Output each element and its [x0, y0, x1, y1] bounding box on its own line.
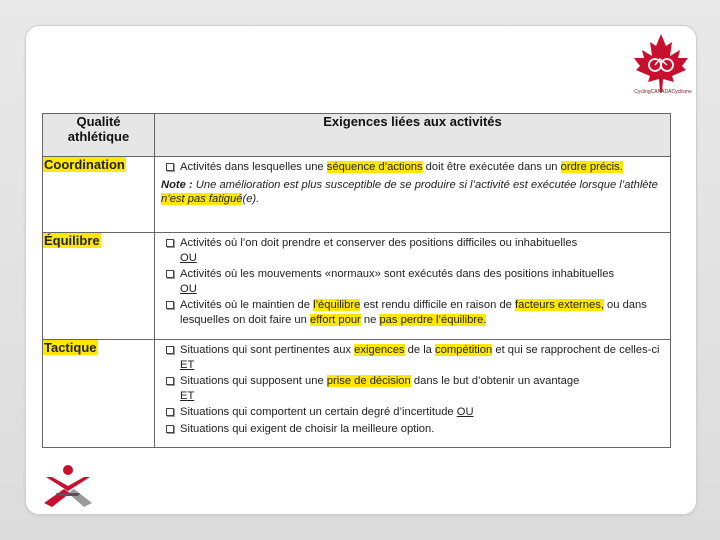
text-run: et qui se rapprochent de celles-ci	[492, 344, 660, 356]
highlighted-text: exigences	[354, 344, 405, 356]
text-run: dans le but d’obtenir un avantage	[410, 375, 580, 387]
connector-label: OU	[456, 406, 474, 418]
table-row	[43, 233, 671, 340]
text-run: ou dans lesquelles on doit faire un	[180, 299, 647, 326]
note-text	[155, 177, 670, 206]
quality-cell	[43, 340, 155, 448]
list-item	[163, 267, 666, 296]
checkbox-bullet-icon	[166, 163, 174, 171]
table-header-row	[43, 114, 671, 157]
checkbox-bullet-icon	[166, 377, 174, 385]
quality-cell	[43, 233, 155, 340]
list-item	[163, 236, 666, 265]
text-run: Une amélioration est plus susceptible de se produire si l’activité est exécutée lorsque l’athlète	[192, 178, 658, 191]
connector-label: ET	[180, 389, 195, 402]
requirement-list	[155, 233, 670, 327]
list-item	[163, 405, 666, 420]
highlighted-text: prise de décision	[326, 375, 411, 387]
note-label: Note :	[161, 178, 193, 191]
highlighted-text: séquence d’actions	[326, 161, 423, 173]
quality-label: Coordination	[44, 157, 125, 172]
text-run: Situations qui comportent un certain degré d’incertitude	[180, 406, 457, 418]
checkbox-bullet-icon	[166, 346, 174, 354]
text-run: Activités où les mouvements «normaux» sont exécutés dans des positions inhabituelles	[180, 268, 615, 280]
checkbox-bullet-icon	[166, 408, 174, 416]
table-row	[43, 157, 671, 233]
quality-cell	[43, 157, 155, 233]
activity-requirements-table	[42, 113, 671, 448]
athlete-figure-icon	[38, 463, 98, 509]
text-run: Activités dans lesquelles une	[180, 161, 327, 173]
text-run: Situations qui exigent de choisir la meilleure option.	[180, 422, 435, 435]
list-item	[163, 298, 666, 327]
text-run: Situations qui supposent une	[180, 375, 327, 387]
checkbox-bullet-icon	[166, 425, 174, 433]
quality-label: Équilibre	[44, 233, 100, 248]
highlighted-text: compétition	[435, 344, 493, 356]
highlighted-text: pas perdre l’équilibre.	[379, 313, 487, 326]
header-requirements: Exigences liées aux activités	[155, 114, 671, 157]
list-item	[163, 343, 666, 372]
requirements-cell	[155, 233, 671, 340]
checkbox-bullet-icon	[166, 239, 174, 247]
text-run: Activités où le maintien de	[180, 299, 314, 311]
quality-label: Tactique	[44, 340, 97, 355]
text-run: Situations qui sont pertinentes aux	[180, 344, 355, 356]
text-run: de la	[404, 344, 436, 356]
table-row	[43, 340, 671, 448]
text-run: (e).	[242, 192, 260, 205]
requirement-list	[155, 340, 670, 436]
checkbox-bullet-icon	[166, 301, 174, 309]
connector-label: OU	[180, 251, 197, 264]
requirements-cell	[155, 340, 671, 448]
logo-text: CyclingCANADACyclisme	[634, 89, 692, 95]
checkbox-bullet-icon	[166, 270, 174, 278]
list-item	[163, 160, 666, 175]
highlighted-text: l’équilibre	[313, 299, 361, 311]
highlighted-text: facteurs externes,	[515, 299, 604, 311]
connector-label: ET	[180, 358, 195, 371]
text-run: doit être exécutée dans un	[422, 161, 561, 173]
requirement-list	[155, 157, 670, 175]
highlighted-text: effort pour	[309, 313, 361, 326]
highlighted-text: n’est pas fatigué	[161, 192, 243, 205]
list-item	[163, 374, 666, 403]
header-quality: Qualité athlétique	[43, 114, 155, 157]
requirements-cell	[155, 157, 671, 233]
list-item	[163, 422, 666, 437]
text-run: ne	[360, 313, 380, 326]
highlighted-text: ordre précis.	[560, 161, 623, 173]
text-run: Activités où l’on doit prendre et conserver des positions difficiles ou inhabituelles	[180, 237, 578, 249]
text-run: est rendu difficile en raison de	[360, 299, 515, 311]
connector-label: OU	[180, 282, 197, 295]
